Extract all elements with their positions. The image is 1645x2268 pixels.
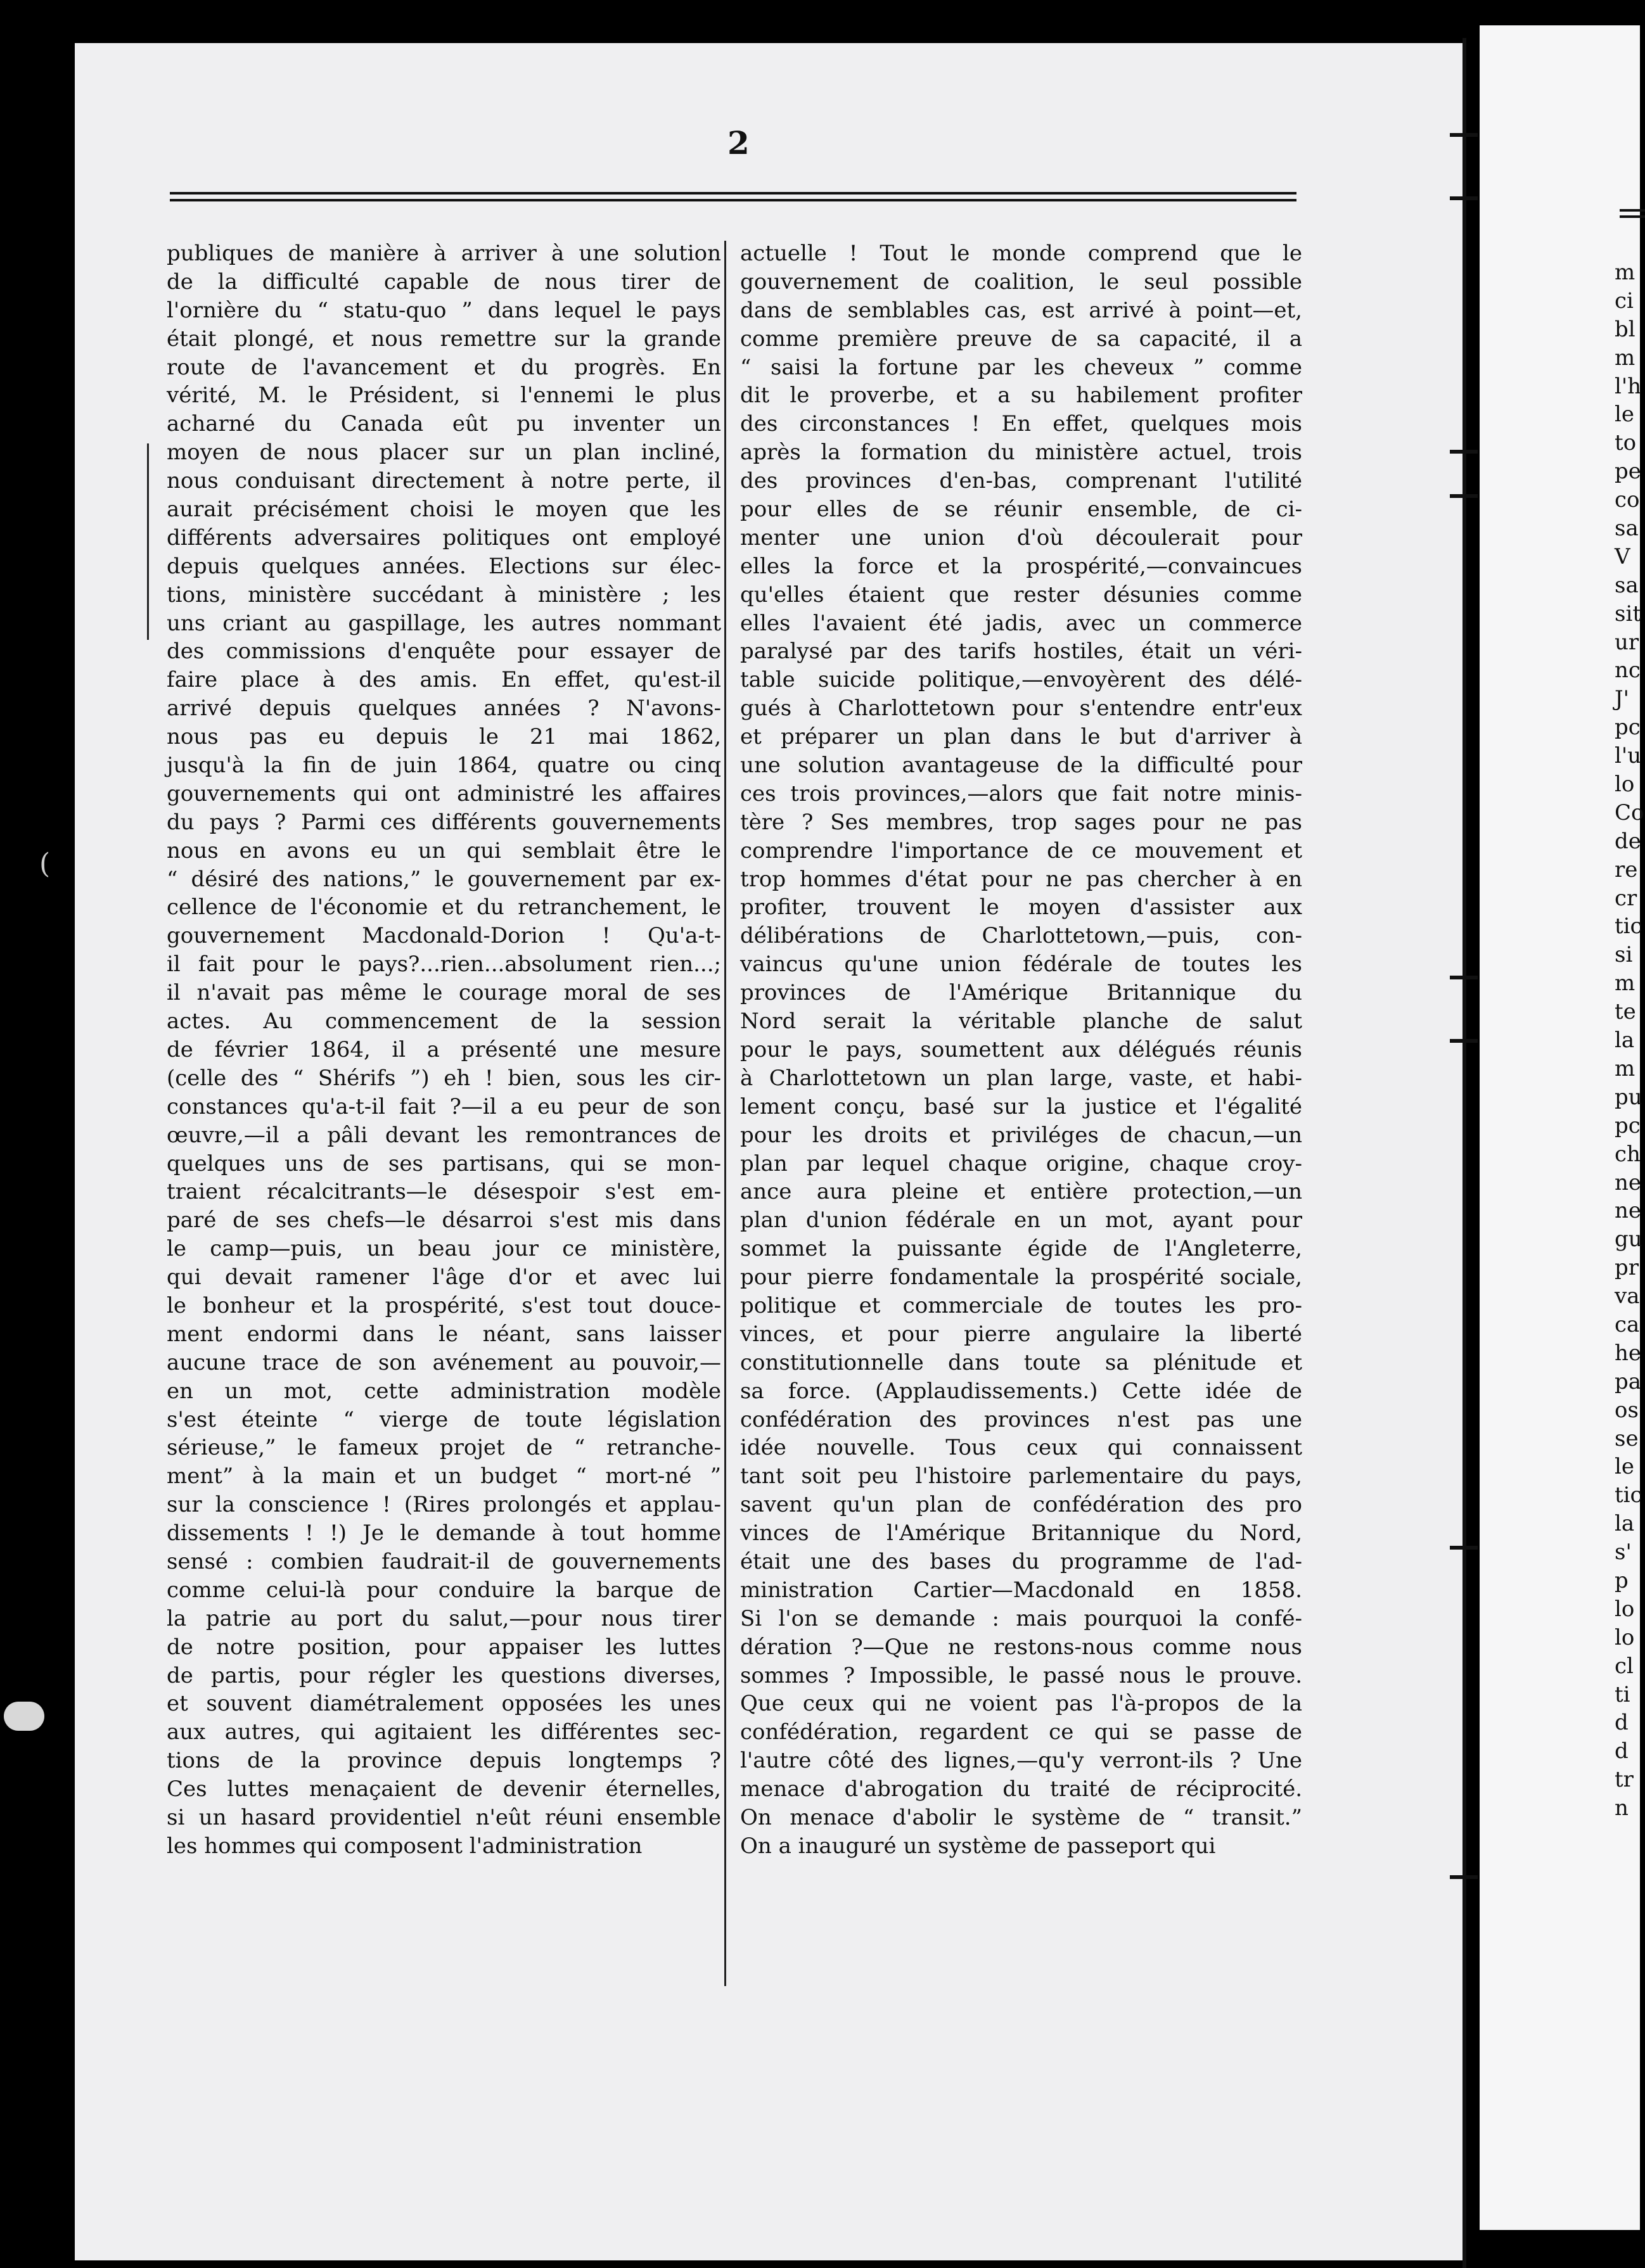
- text-line: qui devait ramener l'âge d'or et avec lui: [167, 1265, 721, 1290]
- text-line: confédération, regardent ce qui se passe de: [740, 1719, 1302, 1745]
- text-fragment: va: [1615, 1284, 1640, 1309]
- text-line: menace d'abrogation du traité de réciprocité.: [740, 1776, 1302, 1802]
- text-line: vinces de l'Amérique Britannique du Nord,: [740, 1520, 1302, 1546]
- text-fragment: m: [1615, 971, 1635, 997]
- text-line: sommes ? Impossible, le passé nous le prouve.: [740, 1662, 1302, 1688]
- text-line: il n'avait pas même le courage moral de ses: [167, 980, 721, 1006]
- text-fragment: m: [1615, 260, 1635, 285]
- text-line: lement conçu, basé sur la justice et l'égalité: [740, 1093, 1302, 1119]
- text-line: jusqu'à la fin de juin 1864, quatre ou cinq: [167, 753, 721, 779]
- text-line: ment” à la main et un budget “ mort-né ”: [167, 1463, 721, 1489]
- text-fragment: tic: [1615, 1482, 1642, 1508]
- text-line: le bonheur et la prospérité, s'est tout douce-: [167, 1292, 721, 1318]
- page-number: 2: [727, 124, 750, 162]
- text-line: nous conduisant directement à notre perte, il: [167, 468, 721, 494]
- text-line: Si l'on se demande : mais pourquoi la confé-: [740, 1605, 1302, 1631]
- text-line: dans de semblables cas, est arrivé à point—et,: [740, 297, 1302, 323]
- text-line: sa force. (Applaudissements.) Cette idée de: [740, 1378, 1302, 1404]
- text-line: constances qu'a-t-il fait ?—il a eu peur de son: [167, 1093, 721, 1119]
- text-line: qu'elles étaient que rester désunies comme: [740, 582, 1302, 608]
- text-line: une solution avantageuse de la difficulté pour: [740, 753, 1302, 779]
- binding-spine: [1463, 38, 1466, 2268]
- text-line: ces trois provinces,—alors que fait notre minis-: [740, 780, 1302, 806]
- text-line: profiter, trouvent le moyen d'assister aux: [740, 895, 1302, 921]
- text-line: le camp—puis, un beau jour ce ministère,: [167, 1236, 721, 1262]
- text-fragment: pe: [1615, 459, 1641, 485]
- text-line: en un mot, cette administration modèle: [167, 1378, 721, 1404]
- text-fragment: l'u: [1615, 743, 1642, 769]
- text-column-right: [740, 239, 1302, 1861]
- text-fragment: tic: [1615, 914, 1642, 940]
- text-line: aux autres, qui agitaient les différentes sec-: [167, 1719, 721, 1745]
- text-column-left: [167, 239, 721, 1861]
- text-line: était une des bases du programme de l'ad-: [740, 1548, 1302, 1574]
- text-fragment: gu: [1615, 1226, 1642, 1252]
- text-line: nous en avons eu un qui semblait être le: [167, 838, 721, 863]
- text-line: tant soit peu l'histoire parlementaire du pays,: [740, 1463, 1302, 1489]
- text-fragment: ur: [1615, 629, 1639, 655]
- text-line: route de l'avancement et du progrès. En: [167, 354, 721, 380]
- text-line: table suicide politique,—envoyèrent des délé-: [740, 667, 1302, 693]
- text-fragment: ti: [1615, 1681, 1630, 1707]
- text-line: ministration Cartier—Macdonald en 1858.: [740, 1577, 1302, 1603]
- text-fragment: he: [1615, 1340, 1642, 1366]
- text-line: et préparer un plan dans le but d'arriver à: [740, 724, 1302, 750]
- binding-stitch: [1450, 1039, 1478, 1043]
- text-line: des commissions d'enquête pour essayer de: [167, 639, 721, 665]
- text-line: sur la conscience ! (Rires prolongés et applau-: [167, 1492, 721, 1518]
- text-line: menter une union d'où découlerait pour: [740, 525, 1302, 551]
- text-line: tère ? Ses membres, trop sages pour ne pas: [740, 809, 1302, 835]
- text-fragment: lo: [1615, 1596, 1635, 1622]
- text-fragment: m: [1615, 345, 1635, 371]
- next-page-text-fragments: [1615, 258, 1644, 1823]
- text-line: pour le pays, soumettent aux délégués réunis: [740, 1036, 1302, 1062]
- text-line: arrivé depuis quelques années ? N'avons-: [167, 696, 721, 722]
- text-fragment: ci: [1615, 288, 1634, 314]
- text-line: nous pas eu depuis le 21 mai 1862,: [167, 724, 721, 750]
- text-line: trop hommes d'état pour ne pas chercher à en: [740, 866, 1302, 892]
- binding-stitch: [1450, 494, 1478, 498]
- text-line: dération ?—Que ne restons-nous comme nous: [740, 1634, 1302, 1660]
- text-line: l'autre côté des lignes,—qu'y verront-ils ? Une: [740, 1748, 1302, 1774]
- text-line: de la difficulté capable de nous tirer de: [167, 269, 721, 295]
- text-fragment: pu: [1615, 1084, 1642, 1110]
- binding-stitch: [1450, 133, 1478, 137]
- text-line: publiques de manière à arriver à une solution: [167, 241, 721, 266]
- text-fragment: d: [1615, 1738, 1629, 1764]
- text-fragment: de: [1615, 828, 1641, 854]
- text-fragment: sa: [1615, 516, 1639, 542]
- text-line: s'est éteinte “ vierge de toute législation: [167, 1406, 721, 1432]
- binding-stitch: [1450, 450, 1478, 454]
- text-line: idée nouvelle. Tous ceux qui connaissent: [740, 1435, 1302, 1461]
- text-line: Nord serait la véritable planche de salut: [740, 1009, 1302, 1035]
- text-fragment: tr: [1615, 1767, 1634, 1793]
- text-line: de notre position, pour appaiser les luttes: [167, 1634, 721, 1660]
- text-line: dit le proverbe, et a su habilement profiter: [740, 383, 1302, 409]
- text-line: On a inauguré un système de passeport qui: [740, 1833, 1216, 1859]
- text-line: aucune trace de son avénement au pouvoir,—: [167, 1349, 721, 1375]
- text-line: moyen de nous placer sur un plan incliné,: [167, 440, 721, 466]
- text-fragment: te: [1615, 999, 1636, 1025]
- text-fragment: n: [1615, 1795, 1629, 1821]
- text-line: après la formation du ministère actuel, trois: [740, 440, 1302, 466]
- binding-stitch: [1450, 196, 1478, 200]
- text-line: ment endormi dans le néant, sans laisser: [167, 1321, 721, 1347]
- text-fragment: cl: [1615, 1653, 1634, 1679]
- text-line: acharné du Canada eût pu inventer un: [167, 411, 721, 437]
- text-line: sensé : combien faudrait-il de gouvernements: [167, 1548, 721, 1574]
- text-fragment: ne: [1615, 1198, 1642, 1224]
- text-fragment: co: [1615, 487, 1640, 513]
- text-fragment: pc: [1615, 715, 1641, 741]
- text-fragment: pc: [1615, 1112, 1641, 1138]
- text-line: confédération des provinces n'est pas une: [740, 1406, 1302, 1432]
- text-line: elles l'avaient été jadis, avec un commerce: [740, 610, 1302, 636]
- text-line: traient récalcitrants—le désespoir s'est em-: [167, 1179, 721, 1205]
- text-fragment: J': [1615, 686, 1629, 712]
- text-fragment: to: [1615, 430, 1637, 456]
- text-line: quelques uns de ses partisans, qui se mon-: [167, 1150, 721, 1176]
- text-line: il fait pour le pays?...rien...absolument rien...;: [167, 952, 721, 978]
- text-fragment: sit: [1615, 601, 1641, 627]
- text-line: constitutionnelle dans toute sa plénitude et: [740, 1349, 1302, 1375]
- text-line: sérieuse,” le fameux projet de “ retranche-: [167, 1435, 721, 1461]
- text-line: des provinces d'en-bas, comprenant l'utilité: [740, 468, 1302, 494]
- text-line: sommet la puissante égide de l'Angleterre,: [740, 1236, 1302, 1262]
- text-fragment: si: [1615, 942, 1633, 968]
- text-fragment: os: [1615, 1397, 1639, 1423]
- text-fragment: ne: [1615, 1169, 1642, 1195]
- text-line: ance aura pleine et entière protection,—un: [740, 1179, 1302, 1205]
- text-line: “ saisi la fortune par les cheveux ” comme: [740, 354, 1302, 380]
- text-line: vérité, M. le Président, si l'ennemi le plus: [167, 383, 721, 409]
- text-line: et souvent diamétralement opposées les unes: [167, 1691, 721, 1717]
- text-fragment: le: [1615, 1454, 1634, 1480]
- text-line: paré de ses chefs—le désarroi s'est mis dans: [167, 1207, 721, 1233]
- text-line: uns criant au gaspillage, les autres nommant: [167, 610, 721, 636]
- text-fragment: s': [1615, 1539, 1632, 1565]
- text-line: actuelle ! Tout le monde comprend que le: [740, 241, 1302, 266]
- text-line: l'ornière du “ statu-quo ” dans lequel le pays: [167, 297, 721, 323]
- text-fragment: se: [1615, 1425, 1639, 1451]
- margin-blot: [4, 1702, 44, 1731]
- text-fragment: re: [1615, 857, 1638, 882]
- text-line: faire place à des amis. En effet, qu'est-il: [167, 667, 721, 693]
- text-line: de février 1864, il a présenté une mesure: [167, 1036, 721, 1062]
- text-line: à Charlottetown un plan large, vaste, et habi-: [740, 1065, 1302, 1091]
- text-fragment: lo: [1615, 1624, 1635, 1650]
- text-fragment: d: [1615, 1710, 1629, 1736]
- text-fragment: pr: [1615, 1255, 1639, 1281]
- text-fragment: V: [1615, 544, 1630, 570]
- text-line: comme première preuve de sa capacité, il a: [740, 326, 1302, 352]
- text-line: actes. Au commencement de la session: [167, 1009, 721, 1035]
- text-line: délibérations de Charlottetown,—puis, con-: [740, 923, 1302, 949]
- text-line: plan par lequel chaque origine, chaque croy-: [740, 1150, 1302, 1176]
- text-fragment: pa: [1615, 1368, 1642, 1394]
- text-line: elles la force et la prospérité,—convaincues: [740, 553, 1302, 579]
- text-fragment: la: [1615, 1028, 1635, 1054]
- text-line: aurait précisément choisi le moyen que les: [167, 497, 721, 523]
- text-line: comprendre l'importance de ce mouvement et: [740, 838, 1302, 863]
- text-fragment: le: [1615, 402, 1634, 428]
- text-fragment: lo: [1615, 772, 1635, 798]
- text-line: si un hasard providentiel n'eût réuni ensemble: [167, 1804, 721, 1830]
- text-line: Que ceux qui ne voient pas l'à-propos de la: [740, 1691, 1302, 1717]
- text-fragment: Co: [1615, 800, 1644, 825]
- text-line: dissements ! !) Je le demande à tout homme: [167, 1520, 721, 1546]
- text-line: gouvernement Macdonald-Dorion ! Qu'a-t-: [167, 923, 721, 949]
- text-line: gués à Charlottetown pour s'entendre entr'eux: [740, 696, 1302, 722]
- margin-mark: (: [39, 848, 51, 880]
- binding-gutter: [1445, 38, 1489, 2268]
- text-line: provinces de l'Amérique Britannique du: [740, 980, 1302, 1006]
- text-line: “ désiré des nations,” le gouvernement par ex-: [167, 866, 721, 892]
- text-fragment: ch: [1615, 1141, 1641, 1167]
- text-line: les hommes qui composent l'administration: [167, 1833, 643, 1859]
- text-fragment: ca: [1615, 1311, 1640, 1337]
- text-line: pour pierre fondamentale la prospérité sociale,: [740, 1265, 1302, 1290]
- text-fragment: cr: [1615, 885, 1637, 911]
- text-line: comme celui-là pour conduire la barque de: [167, 1577, 721, 1603]
- text-line: pour elles de se réunir ensemble, de ci-: [740, 497, 1302, 523]
- text-line: œuvre,—il a pâli devant les remontrances de: [167, 1122, 721, 1148]
- text-fragment: bl: [1615, 316, 1635, 342]
- next-page-rule: [1620, 209, 1645, 212]
- text-line: savent qu'un plan de confédération des pro: [740, 1492, 1302, 1518]
- text-line: depuis quelques années. Elections sur élec-: [167, 553, 721, 579]
- text-line: était plongé, et nous remettre sur la grande: [167, 326, 721, 352]
- text-line: du pays ? Parmi ces différents gouvernements: [167, 809, 721, 835]
- text-line: vinces, et pour pierre angulaire la liberté: [740, 1321, 1302, 1347]
- text-fragment: l'h: [1615, 373, 1642, 399]
- text-line: vaincus qu'une union fédérale de toutes les: [740, 952, 1302, 978]
- text-fragment: la: [1615, 1511, 1635, 1537]
- text-line: gouvernement de coalition, le seul possible: [740, 269, 1302, 295]
- text-fragment: nc: [1615, 658, 1641, 684]
- text-line: pour les droits et priviléges de chacun,—un: [740, 1122, 1302, 1148]
- text-line: gouvernements qui ont administré les affaires: [167, 780, 721, 806]
- binding-stitch: [1450, 1875, 1478, 1879]
- column-divider: [724, 241, 726, 1986]
- text-line: tions de la province depuis longtemps ?: [167, 1748, 721, 1774]
- binding-stitch: [1450, 1546, 1478, 1550]
- text-line: la patrie au port du salut,—pour nous tirer: [167, 1605, 721, 1631]
- text-fragment: sa: [1615, 572, 1639, 598]
- text-line: plan d'union fédérale en un mot, ayant pour: [740, 1207, 1302, 1233]
- next-page-rule: [1620, 215, 1645, 218]
- text-line: cellence de l'économie et du retranchement, le: [167, 895, 721, 921]
- text-line: politique et commerciale de toutes les pro-: [740, 1292, 1302, 1318]
- text-fragment: m: [1615, 1055, 1635, 1081]
- text-line: (celle des “ Shérifs ”) eh ! bien, sous les cir-: [167, 1065, 721, 1091]
- text-line: des circonstances ! En effet, quelques mois: [740, 411, 1302, 437]
- text-line: tions, ministère succédant à ministère ; les: [167, 582, 721, 608]
- header-rule-top: [170, 192, 1296, 194]
- text-line: de partis, pour régler les questions diverses,: [167, 1662, 721, 1688]
- binding-stitch: [1450, 976, 1478, 979]
- margin-marker-line: [147, 443, 149, 640]
- text-line: paralysé par des tarifs hostiles, était un véri-: [740, 639, 1302, 665]
- header-rule-bottom: [170, 199, 1296, 201]
- text-line: On menace d'abolir le système de “ transit.”: [740, 1804, 1302, 1830]
- text-fragment: p: [1615, 1567, 1629, 1593]
- text-line: Ces luttes menaçaient de devenir éternelles,: [167, 1776, 721, 1802]
- text-line: différents adversaires politiques ont employé: [167, 525, 721, 551]
